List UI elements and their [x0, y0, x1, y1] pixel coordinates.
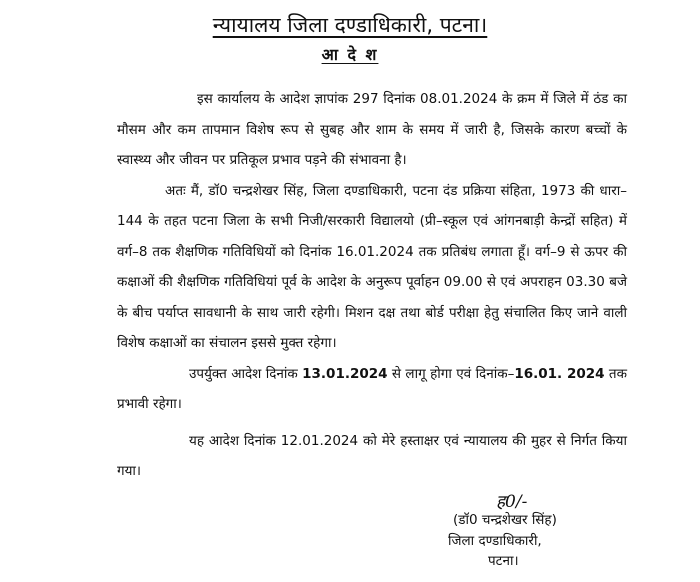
paragraph-4: यह आदेश दिनांक 12.01.2024 को मेरे हस्ताक्षर एवं न्यायालय की मुहर से निर्गत किया गया। — [117, 432, 627, 479]
signatory-designation: जिला दण्डाधिकारी, — [448, 532, 542, 549]
order-heading-text: आ दे श — [321, 45, 379, 64]
page-title — [0, 12, 700, 38]
p3-before: उपर्युक्त आदेश दिनांक — [189, 365, 303, 382]
title-text: न्यायालय जिला दण्डाधिकारी, पटना। — [212, 13, 488, 37]
signature-mark: ह0/- — [496, 492, 528, 512]
p3-date-end: 16.01. 2024 — [514, 365, 605, 382]
order-body — [117, 84, 627, 487]
p3-middle: से लागू होगा एवं दिनांक– — [387, 365, 515, 382]
order-heading — [0, 44, 700, 66]
paragraph-1: इस कार्यालय के आदेश ज्ञापांक 297 दिनांक 08.01.2024 के क्रम में जिले में ठंड का मौसम और कम तापमान विशेष रूप से सुबह और शाम के समय में जारी है, जिसके कारण बच्चों के स्वास्थ्य और जीवन पर प्रतिकूल प्रभाव पड़ने की संभावना है। — [117, 91, 627, 168]
signatory-place: पटना। — [488, 553, 519, 569]
paragraph-3 — [117, 359, 627, 420]
signature-block — [448, 492, 557, 572]
signatory-name: (डॉ0 चन्द्रशेखर सिंह) — [453, 512, 557, 528]
paragraph-2: अतः मैं, डॉ0 चन्द्रशेखर सिंह, जिला दण्डाधिकारी, पटना दंड प्रक्रिया संहिता, 1973 की धारा–144 के तहत पटना जिला के सभी निजी/सरकारी विद्यालयो (प्री–स्कूल एवं आंगनबाड़ी केन्द्रों सहित) में वर्ग–8 तक शैक्षणिक गतिविधियों को दिनांक 16.01.2024 तक प्रतिबंध लगाता हूँ। वर्ग–9 से ऊपर की कक्षाओं की शैक्षणिक गतिविधियां पूर्व के आदेश के अनुरूप पूर्वाहन 09.00 से एवं अपराहन 03.30 बजे के बीच पर्याप्त सावधानी के साथ जारी रहेगी। मिशन दक्ष तथा बोर्ड परीक्षा हेतु संचालित किए जाने वाली विशेष कक्षाओं का संचालन इससे मुक्त रहेगा। — [117, 182, 627, 351]
p3-date-start: 13.01.2024 — [302, 365, 388, 382]
p3-after: तक प्रभावी रहेगा। — [117, 365, 627, 412]
